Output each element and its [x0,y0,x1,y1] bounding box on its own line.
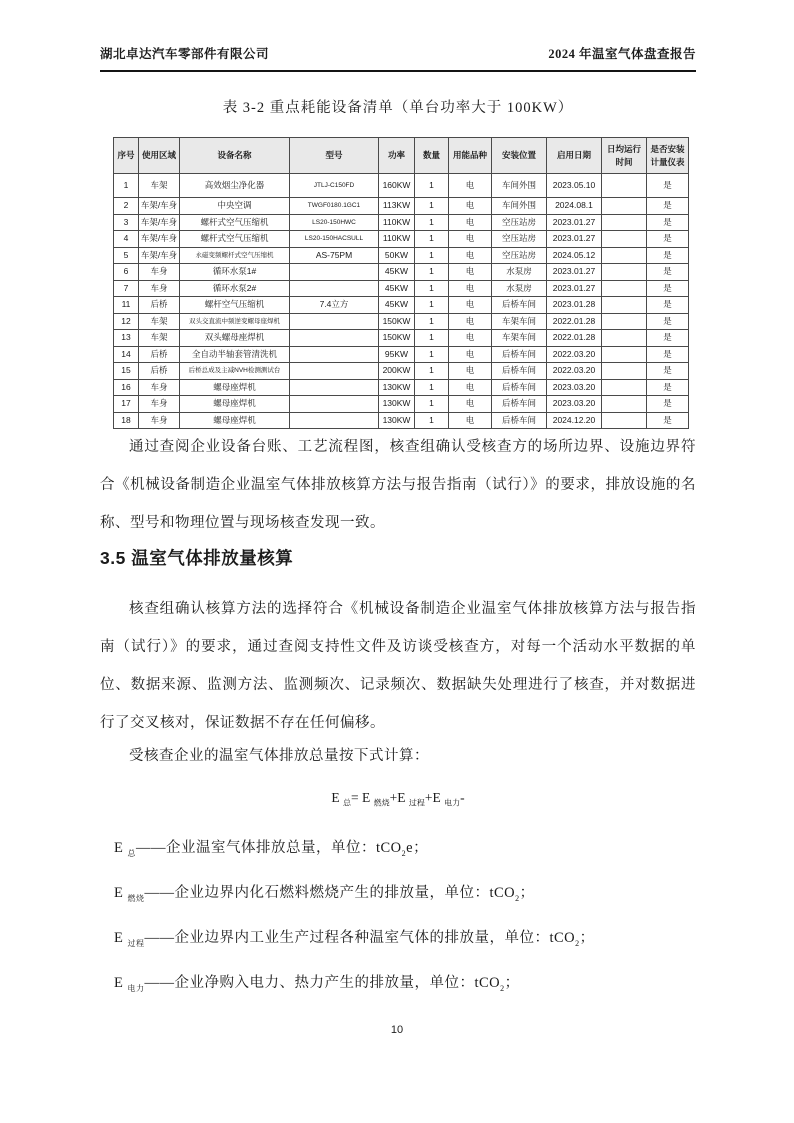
document-header [100,44,696,72]
column-header: 序号 [114,138,139,174]
table-cell: 螺杆空气压缩机 [180,297,290,314]
table-cell: 双头交直流中频逆变螺母座焊机 [180,313,290,330]
table-cell: 50KW [379,247,415,264]
table-cell: 车身 [139,264,180,281]
formula-definition-line: E $_{电力}$——企业净购入电力、热力产生的排放量，单位：tCO$_2$； [114,975,520,993]
formula-term: E $_总$= [331,790,362,808]
table-cell: 循环水泵2# [180,280,290,297]
page-number: 10 [390,1024,404,1036]
table-row [114,330,689,347]
table-cell: 水泵房 [492,280,547,297]
table-row [114,174,689,198]
emission-total-formula [100,790,696,806]
table-row [114,264,689,281]
table-cell: 1 [415,412,449,429]
table-cell [602,330,647,347]
table-cell [290,346,379,363]
table-cell [602,280,647,297]
paragraph-method-check: 核查组确认核算方法的选择符合《机械设备制造企业温室气体排放核算方法与报告指南（试行）》的要求，通过查阅支持性文件及访谈受核查方，对每一个活动水平数据的单位、数据来源、监测方法、监测频次、记录频次、数据缺失处理进行了核查，并对数据进行了交叉核对，保证数据不存在任何偏移。 [100,601,696,731]
table-cell: 11 [114,297,139,314]
table-cell: LS20-150HWC [290,214,379,231]
table-cell [602,214,647,231]
table-row [114,214,689,231]
table-cell: 12 [114,313,139,330]
table-cell: 3 [114,214,139,231]
table-cell: 双头螺母座焊机 [180,330,290,347]
table-cell [602,363,647,380]
table-cell [290,412,379,429]
table-cell: 2024.05.12 [547,247,602,264]
table-cell: 110KW [379,214,415,231]
table-cell: 电 [449,280,492,297]
table-cell: 空压站房 [492,247,547,264]
table-cell: 螺母座焊机 [180,396,290,413]
table-cell: 1 [114,174,139,198]
table-cell: 空压站房 [492,231,547,248]
table-cell: 螺杆式空气压缩机 [180,231,290,248]
table-cell: 113KW [379,198,415,215]
table-cell: 1 [415,297,449,314]
table-cell: 后桥 [139,297,180,314]
table-cell [290,264,379,281]
formula-definition-line: E $_{过程}$——企业边界内工业生产过程各种温室气体的排放量，单位：tCO$_2$； [114,930,595,948]
table-row [114,297,689,314]
table-cell: 车身 [139,412,180,429]
table-cell [602,247,647,264]
table-cell: 5 [114,247,139,264]
table-cell [602,174,647,198]
table-row [114,346,689,363]
table-cell: 2022.01.28 [547,330,602,347]
table-cell [290,396,379,413]
table-cell: 是 [647,379,689,396]
table-cell: 2023.03.20 [547,379,602,396]
table-cell: 电 [449,264,492,281]
table-cell: 电 [449,214,492,231]
table-cell [602,396,647,413]
table-cell: 2024.12.20 [547,412,602,429]
table-cell: 循环水泵1# [180,264,290,281]
formula-term: E $_{燃烧}$+ [362,790,398,808]
column-header: 是否安装计量仪表 [647,138,689,174]
table-cell: 2023.01.27 [547,280,602,297]
table-cell: 电 [449,297,492,314]
table-cell: 车架/车身 [139,231,180,248]
table-cell: 永磁变频螺杆式空气压缩机 [180,247,290,264]
formula-term-definitions [114,833,694,1013]
table-cell: 电 [449,396,492,413]
table-cell: 后桥车间 [492,346,547,363]
table-cell: 是 [647,214,689,231]
table-cell [290,363,379,380]
table-cell: 2023.01.27 [547,264,602,281]
table-cell: 110KW [379,231,415,248]
table-cell: 车身 [139,396,180,413]
table-cell: 1 [415,396,449,413]
table-cell: 是 [647,247,689,264]
table-cell: 车架/车身 [139,198,180,215]
table-cell: 中央空调 [180,198,290,215]
paragraph-boundary-check: 通过查阅企业设备台账、工艺流程图，核查组确认受核查方的场所边界、设施边界符合《机械设备制造企业温室气体排放核算方法与报告指南（试行）》的要求，排放设施的名称、型号和物理位置与现场核查发现一致。 [100,439,696,531]
table-cell: 45KW [379,264,415,281]
column-header: 型号 [290,138,379,174]
table-cell: 电 [449,363,492,380]
table-cell: 6 [114,264,139,281]
table-cell [602,379,647,396]
table-cell: 是 [647,412,689,429]
table-cell: 130KW [379,396,415,413]
table-cell: 14 [114,346,139,363]
equipment-table-head [114,138,689,174]
column-header: 使用区域 [139,138,180,174]
column-header: 安装位置 [492,138,547,174]
table-cell [602,346,647,363]
table-cell [290,313,379,330]
table-header-row [114,138,689,174]
table-cell: 车架 [139,313,180,330]
table-cell: 电 [449,379,492,396]
table-cell: 18 [114,412,139,429]
table-cell: 车身 [139,379,180,396]
table-cell: 电 [449,247,492,264]
table-row [114,280,689,297]
table-cell: 2023.03.20 [547,396,602,413]
table-cell: 螺杆式空气压缩机 [180,214,290,231]
column-header: 日均运行时间 [602,138,647,174]
table-cell: 车架车间 [492,330,547,347]
table-cell: 1 [415,363,449,380]
table-cell: 是 [647,264,689,281]
table-cell: 全自动半轴套管清洗机 [180,346,290,363]
table-cell: 后桥车间 [492,379,547,396]
table-cell: 15 [114,363,139,380]
table-cell: LS20-150HACSULL [290,231,379,248]
table-cell: 150KW [379,313,415,330]
table-cell: 后桥总成及主减NVH检测测试台 [180,363,290,380]
table-cell: 电 [449,231,492,248]
table-cell: 后桥车间 [492,396,547,413]
table-cell: 螺母座焊机 [180,412,290,429]
table-cell: 电 [449,174,492,198]
table-cell: 1 [415,313,449,330]
table-row [114,412,689,429]
table-cell: 后桥车间 [492,363,547,380]
table-cell: 后桥 [139,363,180,380]
table-cell: 是 [647,313,689,330]
table-cell: 是 [647,363,689,380]
table-cell: 1 [415,379,449,396]
table-cell: 7.4立方 [290,297,379,314]
table-cell: 1 [415,231,449,248]
table-row [114,396,689,413]
table-cell: 后桥车间 [492,297,547,314]
table-title: 表 3-2 重点耗能设备清单（单台功率大于 100KW） [222,100,574,116]
table-cell: 2022.01.28 [547,313,602,330]
table-cell: 2 [114,198,139,215]
table-cell [290,330,379,347]
table-cell: 是 [647,346,689,363]
table-cell [290,280,379,297]
table-cell: 1 [415,346,449,363]
table-cell [602,297,647,314]
table-cell: 是 [647,330,689,347]
table-cell: 160KW [379,174,415,198]
table-cell: 车架 [139,174,180,198]
table-cell: 1 [415,264,449,281]
table-cell: 95KW [379,346,415,363]
column-header: 用能品种 [449,138,492,174]
table-cell: 2023.01.28 [547,297,602,314]
table-cell: 1 [415,214,449,231]
table-cell [602,231,647,248]
table-cell: 是 [647,280,689,297]
table-cell [602,264,647,281]
table-row [114,363,689,380]
table-cell: 16 [114,379,139,396]
table-cell: 是 [647,231,689,248]
section-heading-3-5: 3.5 温室气体排放量核算 [100,548,294,568]
table-row [114,231,689,248]
table-cell [602,313,647,330]
table-cell: 1 [415,280,449,297]
table-row [114,247,689,264]
table-cell: 电 [449,313,492,330]
table-cell: 1 [415,198,449,215]
table-cell: 电 [449,346,492,363]
table-cell [602,412,647,429]
table-row [114,198,689,215]
table-cell: 车架/车身 [139,214,180,231]
table-cell: 2023.05.10 [547,174,602,198]
table-cell [602,198,647,215]
column-header: 功率 [379,138,415,174]
table-cell: 电 [449,412,492,429]
table-cell: 车身 [139,280,180,297]
table-cell: 电 [449,198,492,215]
table-cell: 200KW [379,363,415,380]
table-cell: 车间外围 [492,174,547,198]
formula-definition-line: E $_总$——企业温室气体排放总量，单位：tCO$_2$e； [114,840,429,858]
table-cell: 4 [114,231,139,248]
table-cell: 高效烟尘净化器 [180,174,290,198]
table-cell [290,379,379,396]
table-cell: 13 [114,330,139,347]
table-cell: 17 [114,396,139,413]
table-cell: 车架车间 [492,313,547,330]
table-cell: 130KW [379,412,415,429]
table-cell: 2022.03.20 [547,346,602,363]
table-cell: 2022.03.20 [547,363,602,380]
table-cell: 1 [415,247,449,264]
table-row [114,313,689,330]
table-cell: 后桥 [139,346,180,363]
table-cell: 电 [449,330,492,347]
table-cell: 7 [114,280,139,297]
table-cell: 车架/车身 [139,247,180,264]
table-cell: 2023.01.27 [547,214,602,231]
formula-term: E $_{电力}$- [432,790,465,808]
table-cell: 是 [647,297,689,314]
column-header: 设备名称 [180,138,290,174]
column-header: 数量 [415,138,449,174]
formula-term: E $_{过程}$+ [397,790,433,808]
table-cell: AS-75PM [290,247,379,264]
table-cell: 车间外围 [492,198,547,215]
table-cell: 是 [647,198,689,215]
table-cell: 螺母座焊机 [180,379,290,396]
table-cell: 130KW [379,379,415,396]
header-company-name: 湖北卓达汽车零部件有限公司 [100,47,270,61]
formula-definition-line: E $_{燃烧}$——企业边界内化石燃料燃烧产生的排放量，单位：tCO$_2$； [114,885,535,903]
table-cell: 2024.08.1 [547,198,602,215]
table-cell: 150KW [379,330,415,347]
column-header: 启用日期 [547,138,602,174]
table-cell: 45KW [379,280,415,297]
equipment-table-body [114,174,689,429]
table-cell: 空压站房 [492,214,547,231]
table-cell: 是 [647,396,689,413]
table-cell: 车架 [139,330,180,347]
header-report-title: 2024 年温室气体盘查报告 [548,47,696,61]
table-cell: 45KW [379,297,415,314]
equipment-table [113,137,689,429]
table-cell: 后桥车间 [492,412,547,429]
table-row [114,379,689,396]
table-cell: 是 [647,174,689,198]
table-cell: JTLJ-C150FD [290,174,379,198]
table-cell: 水泵房 [492,264,547,281]
table-cell: TWGF0180.1GC1 [290,198,379,215]
table-cell: 1 [415,174,449,198]
paragraph-formula-intro: 受核查企业的温室气体排放总量按下式计算： [129,748,429,764]
table-cell: 1 [415,330,449,347]
table-cell: 2023.01.27 [547,231,602,248]
